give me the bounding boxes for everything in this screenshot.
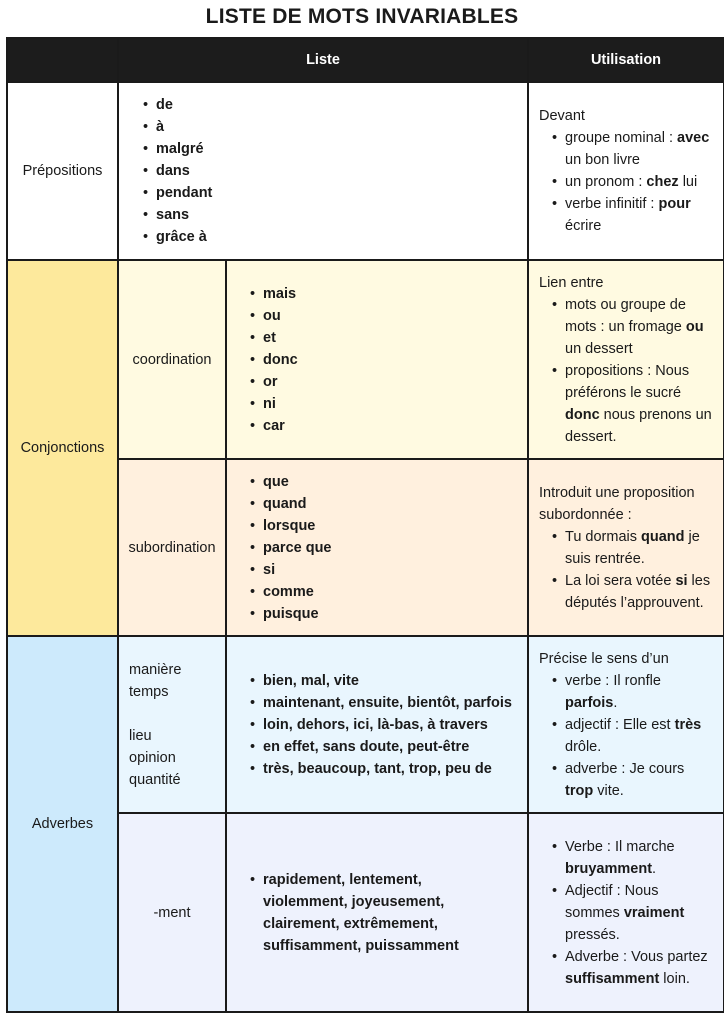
row-coordination (7, 260, 724, 459)
list-item: • loin, dehors, ici, là-bas, à travers (263, 714, 527, 736)
subcategory-subordination: subordination (118, 459, 226, 636)
list-item: • puisque (263, 603, 527, 625)
adverb-type-label: quantité (129, 771, 181, 788)
subcategory-ment: -ment (118, 813, 226, 1012)
adverb-type-label: manière (129, 661, 182, 678)
adverb-types-usage-cell (528, 636, 724, 813)
adverb-ment-list-cell (226, 813, 528, 1012)
keyword: vraiment (623, 904, 685, 921)
list-item: • en effet, sans doute, peut-être (263, 736, 527, 758)
keyword: très (674, 716, 702, 733)
row-adverb-types (7, 636, 724, 813)
keyword: pour (658, 196, 691, 212)
category-conjonctions: Conjonctions (7, 260, 118, 636)
adverb-types-labels-cell (118, 636, 226, 813)
list-item: • maintenant, ensuite, bientôt, parfois (263, 692, 527, 714)
adverb-type-label: opinion (129, 749, 176, 766)
subordination-usage-cell (528, 459, 724, 636)
usage-intro: Introduit une proposition subordonnée : (539, 484, 695, 523)
usage-example: • Adjectif : Nous sommes vraiment pressés. (565, 880, 713, 946)
list-item: • que (263, 471, 527, 493)
header-row (7, 38, 724, 82)
invariable-words-table (6, 37, 724, 1013)
usage-example: • groupe nominal : avec un bon livre (565, 127, 713, 171)
usage-intro: Devant (539, 108, 585, 124)
usage-example: • Verbe : Il marche bruyamment. (565, 836, 713, 880)
list-item: • si (263, 559, 527, 581)
prepositions-word-list (119, 94, 527, 248)
page-title: LISTE DE MOTS INVARIABLES (205, 5, 519, 28)
list-item: • bien, mal, vite (263, 670, 527, 692)
list-item: • ni (263, 393, 527, 415)
category-adverbes: Adverbes (7, 636, 118, 1012)
list-item: • lorsque (263, 515, 527, 537)
prepositions-list-cell (118, 82, 528, 260)
keyword: donc (565, 406, 600, 423)
list-item: • grâce à (156, 226, 527, 248)
usage-example: • verbe : Il ronfle parfois. (565, 670, 713, 714)
keyword: trop (565, 782, 594, 799)
list-item: • donc (263, 349, 527, 371)
usage-example: • verbe infinitif : pour écrire (565, 193, 713, 237)
list-item: • rapidement, lentement, violemment, joyeusement, clairement, extrêmement, suffisamment, puissamment (263, 869, 497, 957)
adverb-ment-usage-cell (528, 813, 724, 1012)
header-blank (7, 38, 118, 82)
usage-intro: Précise le sens d’un (539, 650, 669, 667)
header-usage: Utilisation (528, 38, 724, 82)
subcategory-coordination: coordination (118, 260, 226, 459)
list-item: • comme (263, 581, 527, 603)
usage-example: • adjectif : Elle est très drôle. (565, 714, 713, 758)
usage-example: • La loi sera votée si les députés l’approuvent. (565, 570, 713, 614)
usage-intro: Lien entre (539, 274, 604, 291)
list-item: • malgré (156, 138, 527, 160)
prepositions-usage-cell (528, 82, 724, 260)
usage-example: • un pronom : chez lui (565, 171, 713, 193)
list-item: • car (263, 415, 527, 437)
list-item: • ou (263, 305, 527, 327)
list-item: • dans (156, 160, 527, 182)
list-item: • or (263, 371, 527, 393)
list-item: • parce que (263, 537, 527, 559)
row-prepositions (7, 82, 724, 260)
keyword: chez (646, 174, 679, 190)
keyword: ou (685, 318, 704, 335)
keyword: quand (641, 528, 685, 545)
usage-list (539, 836, 713, 990)
header-list: Liste (118, 38, 528, 82)
list-item: • et (263, 327, 527, 349)
coordination-list-cell (226, 260, 528, 459)
usage-list (539, 294, 713, 448)
adverb-type-label (129, 703, 225, 725)
list-item: • très, beaucoup, tant, trop, peu de (263, 758, 527, 780)
adverb-type-labels (119, 659, 225, 791)
keyword: si (675, 572, 688, 589)
keyword: parfois (565, 694, 614, 711)
usage-list (539, 127, 713, 237)
keyword: bruyamment (565, 860, 653, 877)
list-item: • à (156, 116, 527, 138)
usage-list (539, 670, 713, 802)
list-item: • sans (156, 204, 527, 226)
usage-example: • Adverbe : Vous partez suffisamment loin. (565, 946, 713, 990)
adverb-type-label: temps (129, 683, 169, 700)
coordination-word-list (227, 283, 527, 437)
category-prepositions: Prépositions (7, 82, 118, 260)
list-item: • mais (263, 283, 527, 305)
usage-example: • propositions : Nous préférons le sucré donc nous prenons un dessert. (565, 360, 713, 448)
adverb-types-list-cell (226, 636, 528, 813)
list-item: • quand (263, 493, 527, 515)
keyword: avec (677, 130, 710, 146)
usage-list (539, 526, 713, 614)
coordination-usage-cell (528, 260, 724, 459)
list-item: • de (156, 94, 527, 116)
keyword: suffisamment (565, 970, 660, 987)
adverb-types-word-list (227, 670, 527, 780)
subordination-list-cell (226, 459, 528, 636)
adverb-ment-word-list (227, 869, 527, 957)
usage-example: • mots ou groupe de mots : un fromage ou un dessert (565, 294, 713, 360)
subordination-word-list (227, 471, 527, 625)
usage-example: • adverbe : Je cours trop vite. (565, 758, 713, 802)
list-item: • pendant (156, 182, 527, 204)
adverb-type-label: lieu (129, 727, 152, 744)
usage-example: • Tu dormais quand je suis rentrée. (565, 526, 713, 570)
